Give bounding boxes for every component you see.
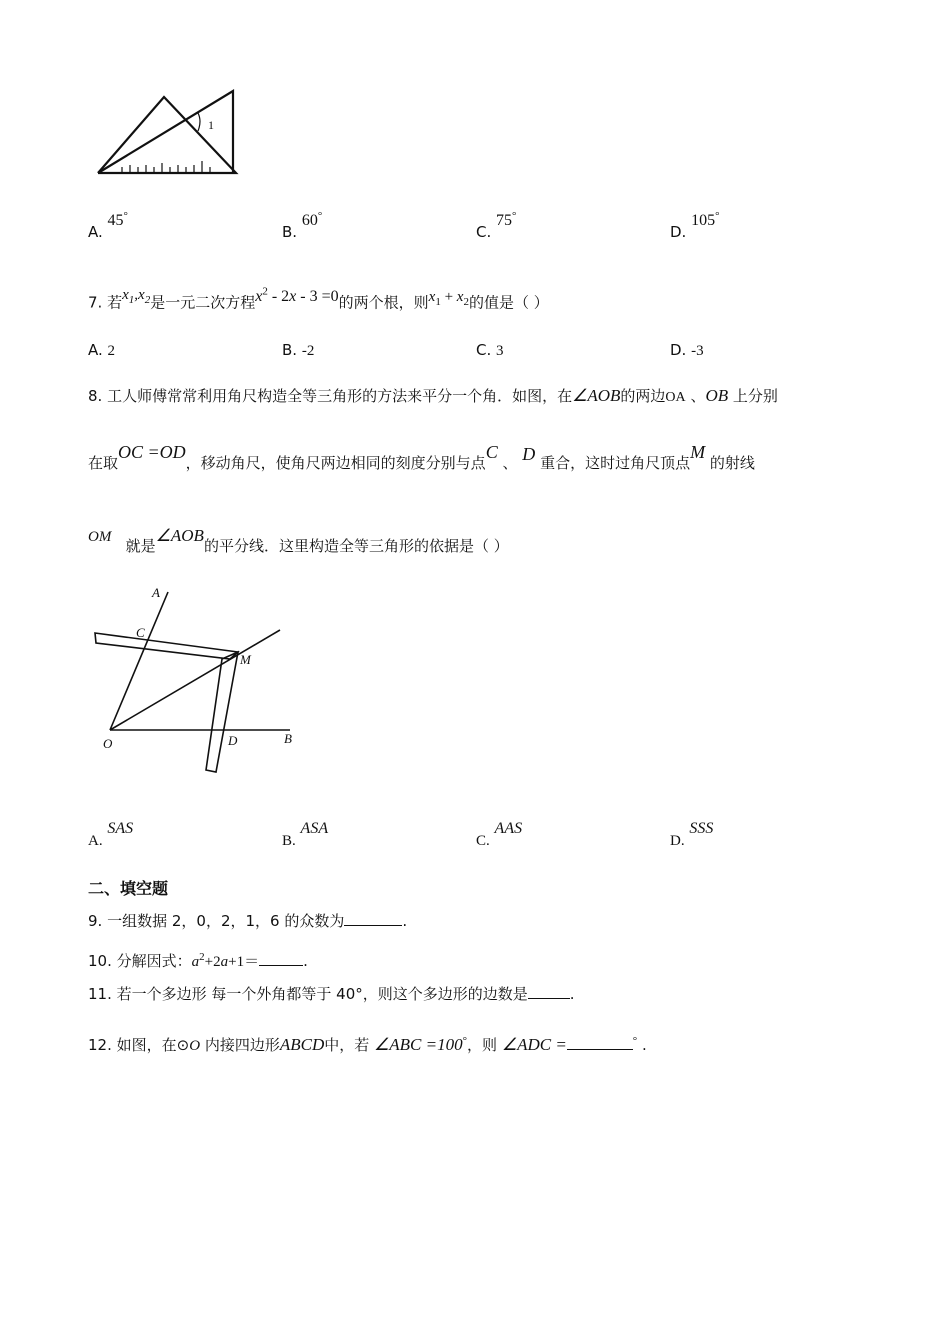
q7-option-a: A. 2 [88,341,116,359]
ruler-arm-top [95,633,238,659]
q7-option-d: D. -3 [670,341,704,359]
q7-option-b: B. -2 [282,341,315,359]
q9: 9. 一组数据 2，0，2，1，6 的众数为 . [88,912,408,930]
q8-option-c: C. AAS [476,820,523,849]
q12: 12. 如图，在⊙O 内接四边形ABCD中，若 ∠ABC =100°，则 ∠ADC = ° . [88,1035,647,1054]
q8-figure [90,580,310,780]
q12-answer-blank[interactable] [567,1035,633,1050]
label-b: B [284,731,292,746]
q7-option-c: C. 3 [476,341,504,359]
label-a: A [152,585,160,600]
q9-answer-blank[interactable] [344,911,402,926]
set-square [98,91,233,173]
q10-answer-blank[interactable] [259,951,303,966]
q8-stem-line1: 8. 工人师傅常常利用角尺构造全等三角形的方法来平分一个角．如图，在∠AOB的两边OA 、OB 上分别 [88,386,778,405]
q6-option-d: D. 105° [670,210,720,241]
q11: 11. 若一个多边形 每一个外角都等于 40°，则这个多边形的边数是 . [88,985,575,1003]
q8-stem-line3: OM 就是∠AOB的平分线．这里构造全等三角形的依据是（ ） [88,526,509,555]
q8-option-d: D. SSS [670,820,714,849]
q8-stem-line2: 在取OC =OD，移动角尺，使角尺两边相同的刻度分别与点C 、 D 重合，这时过角尺顶点M 的射线 [88,442,755,472]
label-m: M [240,652,251,667]
label-c: C [136,625,145,640]
ray-om [110,630,280,730]
ray-oa [110,592,168,730]
q6-option-a: A. 45° [88,210,128,241]
q11-answer-blank[interactable] [528,984,570,999]
q6-option-b: B. 60° [282,210,323,241]
label-d: D [228,733,238,748]
q6-figure [90,85,242,181]
label-o: O [103,736,113,751]
q10: 10. 分解因式：$a^2+2a+1=$ . [88,951,308,970]
angle-1-label: 1 [208,118,214,132]
q6-option-c: C. 75° [476,210,517,241]
q8-option-b: B. ASA [282,820,329,849]
section-heading: 二、填空题 [88,879,169,898]
q8-option-a: A. SAS [88,820,134,849]
q7-stem: 7. 若$x_1,x_2$是一元二次方程$x^2 - 2x - 3 =0$的两个根，则$x_1 + x_2$的值是（ ） [88,286,549,312]
